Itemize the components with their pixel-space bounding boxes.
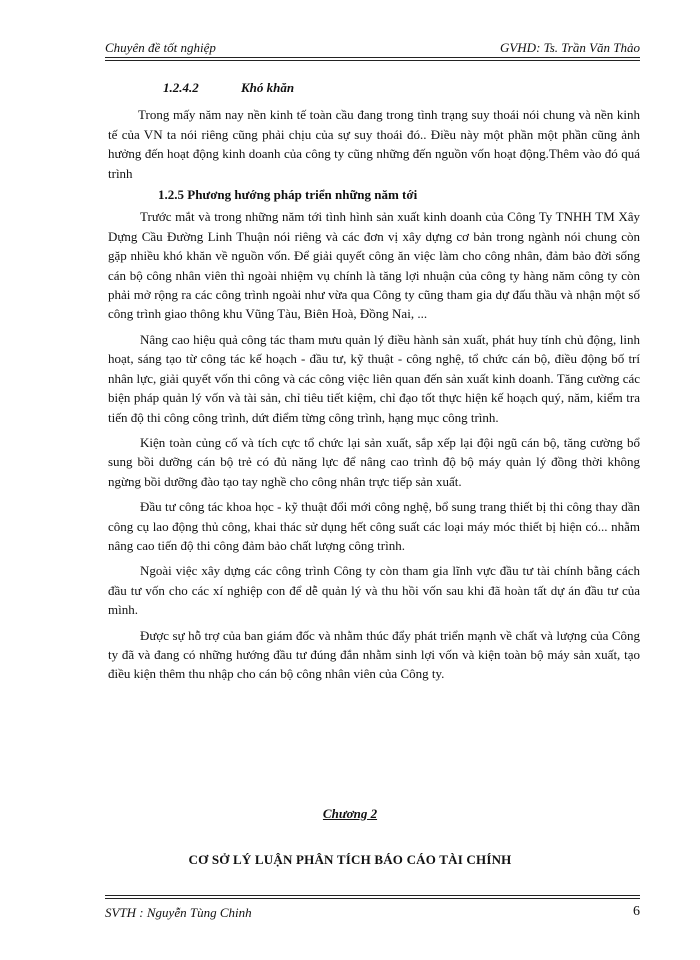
paragraph: Ngoài việc xây dựng các công trình Công ty còn tham gia lĩnh vực đầu tư tài chính bằng cách đầu tư vốn cho các xí nghiệp con để dễ quản lý và thu hồi vốn sau khi đã hoàn tất dự án đầu tư của mình. (108, 563, 640, 618)
paragraph: Kiện toàn củng cố và tích cực tổ chức lại sản xuất, sắp xếp lại đội ngũ cán bộ, tăng cường bổ sung bồi dưỡng cán bộ trẻ có đủ năng lực để nâng cao trình độ bộ máy quản lý đồng thời không ngừng bồi dưỡng đào tạo tay nghề cho công nhân trực tiếp sản xuất. (108, 434, 640, 489)
section-heading-1-2-4-2 (163, 78, 640, 97)
section-number: 1.2.4.2 (163, 80, 199, 95)
page-header (105, 38, 640, 58)
paragraph: Trước mắt và trong những năm tới tình hình sản xuất kinh doanh của Công Ty TNHH TM Xây Dựng Cầu Đường Linh Thuận nói riêng và các đơn vị xây dựng cơ bản trong ngành nói chung còn gặp nhiều khó khăn về nguồn vốn. Để giải quyết công ăn việc làm cho công nhân, đảm bảo đời sống cán bộ công nhân viên thì ngoài nhiệm vụ chính là tăng lợi nhuận của công ty hàng năm công ty còn phải mở rộng ra các công trình ngoài như vừa qua Công ty cũng tham gia dự đấu thầu và nhận một số công trình giao thông khu Vũng Tàu, Biên Hoà, Đồng Nai, ... (108, 209, 640, 322)
footer-student: SVTH : Nguyễn Tùng Chinh (105, 905, 252, 920)
page-number: 6 (633, 904, 640, 919)
paragraph-difficulties: Trong mấy năm nay nền kinh tế toàn cầu đang trong tình trạng suy thoái nói chung và nền kinh tế của VN ta nói riêng cũng phải chịu của sự suy thoái đó.. Điều này một phần một phần cũng ảnh hưởng đến hoạt động kinh doanh của công ty cũng những đến nguồn vốn hoạt động.Thêm vào đó quá trình (108, 107, 640, 181)
page-footer (105, 895, 640, 925)
chapter-title: CƠ SỞ LÝ LUẬN PHÂN TÍCH BÁO CÁO TÀI CHÍNH (188, 852, 512, 867)
footer-rule-thick (105, 898, 640, 899)
header-rule (105, 57, 640, 58)
page-body (108, 72, 640, 690)
paragraph: Đầu tư công tác khoa học - kỹ thuật đổi mới công nghệ, bổ sung trang thiết bị thi công thay dần công cụ lao động thủ công, khai thác sử dụng hết công suất các loại máy móc thiết bị hiện có... nhằm nâng cao tiến độ thi công đảm bảo chất lượng công trình. (108, 499, 640, 553)
header-rule-thin (105, 60, 640, 61)
header-advisor: GVHD: Ts. Trần Văn Thảo (499, 40, 640, 55)
header-course-title: Chuyên đề tốt nghiệp (105, 40, 216, 55)
section-heading-1-2-5: 1.2.5 Phương hướng pháp triển những năm tới (158, 187, 418, 203)
chapter-label (0, 806, 700, 822)
chapter-label-text: Chương 2 (322, 806, 378, 821)
paragraph: Nâng cao hiệu quả công tác tham mưu quản lý điều hành sản xuất, phát huy tính chủ động, linh hoạt, sáng tạo từ công tác kế hoạch - đầu tư, kỹ thuật - công nghệ, tổ chức cán bộ, điều động bố trí nhân lực, giải quyết vốn thi công và các công việc liên quan đến sản xuất kinh doanh. Tăng cường các biện pháp quản lý vốn và tài sản, chỉ tiêu tiết kiệm, chỉ đạo tốt thực hiện kế hoạch quý, năm, kiểm tra tiến độ thi công công trình, dứt điểm từng công trình, hạng mục công trình. (108, 331, 640, 425)
paragraph: Được sự hỗ trợ của ban giám đốc và nhằm thúc đẩy phát triển mạnh về chất và lượng của Công ty đã và đang có những hướng đầu tư đúng đắn nhằm sinh lợi vốn và kiện toàn bộ máy sản xuất, tạo điều kiện thêm thu nhập cho cán bộ công nhân viên của Công ty. (108, 627, 640, 682)
section-title: Khó khăn (241, 80, 295, 95)
footer-rule (105, 895, 640, 896)
